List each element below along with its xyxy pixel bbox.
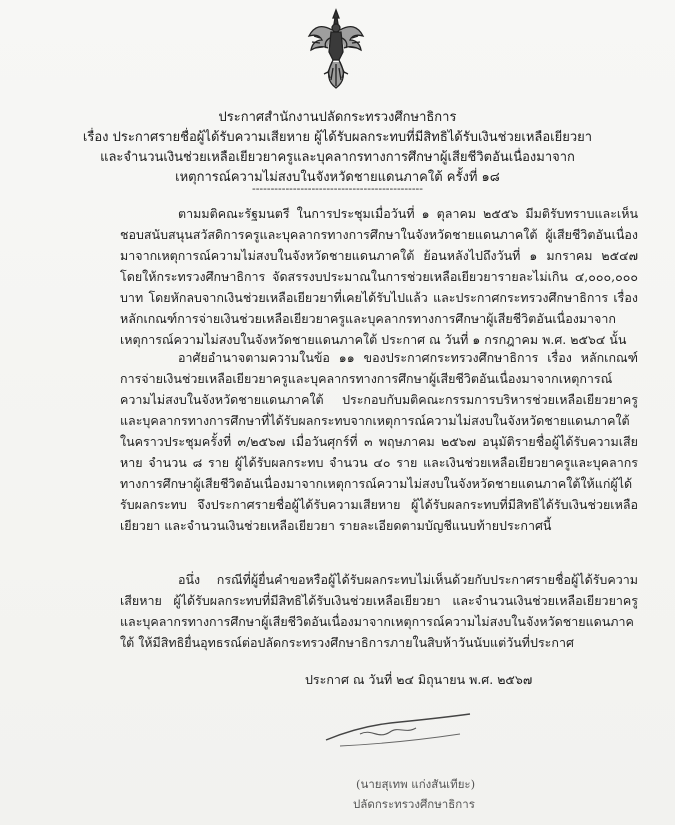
announcement-date: ประกาศ ณ วันที่ ๒๔ มิถุนายน พ.ศ. ๒๕๖๗ [305,672,533,687]
signer-name: (นายสุเทพ แก่งสันเทียะ) [356,777,476,791]
header-divider: ---------------------------------------------- [252,182,423,195]
paragraph-2: อาศัยอำนาจตามความในข้อ ๑๑ ของประกาศกระทรวงศึกษาธิการ เรื่อง หลักเกณฑ์การจ่ายเงินช่วยเหลือเยียวยาครูและบุคลากรทางการศึกษาผู้เสียชีวิตอันเนื่องมาจากเหตุการณ์ความไม่สงบในจังหวัดชายแดนภาคใต้ ประกอบกับมติคณะกรรมการบริหารช่วยเหลือเยียวยาครูและบุคลากรทางการศึกษาที่ได้รับผลกระทบจากเหตุการณ์ความไม่สงบในจังหวัดชายแดนภาคใต้ ในคราวประชุมครั้งที่ ๓/๒๕๖๗ เมื่อวันศุกร์ที่ ๓ พฤษภาคม ๒๕๖๗ อนุมัติรายชื่อผู้ได้รับความเสียหาย จำนวน ๘ ราย ผู้ได้รับผลกระทบ จำนวน ๔๐ ราย และเงินช่วยเหลือเยียวยาครูและบุคลากรทางการศึกษาผู้เสียชีวิตอันเนื่องมาจากเหตุการณ์ความไม่สงบในจังหวัดชายแดนภาคใต้ให้แก่ผู้ได้รับผลกระทบ จึงประกาศรายชื่อผู้ได้รับความเสียหาย ผู้ได้รับผลกระทบที่มีสิทธิได้รับเงินช่วยเหลือเยียวยา และจำนวนเงินช่วยเหลือเยียวยา รายละเอียดตามบัญชีแนบท้ายประกาศนี้ [120,350,638,533]
paragraph-1: ตามมติคณะรัฐมนตรี ในการประชุมเมื่อวันที่ ๑ ตุลาคม ๒๕๕๖ มีมติรับทราบและเห็นชอบสนับสนุนสวัสดิการครูและบุคลากรทางการศึกษาในจังหวัดชายแดนภาคใต้ ผู้เสียชีวิตอันเนื่องมาจากเหตุการณ์ความไม่สงบในจังหวัดชายแดนภาคใต้ ย้อนหลังไปถึงวันที่ ๑ มกราคม ๒๕๔๗ โดยให้กระทรวงศึกษาธิการ จัดสรรงบประมาณในการช่วยเหลือเยียวยารายละไม่เกิน ๔,๐๐๐,๐๐๐ บาท โดยหักลบจากเงินช่วยเหลือเยียวยาที่เคยได้รับไปแล้ว และประกาศกระทรวงศึกษาธิการ เรื่อง หลักเกณฑ์การจ่ายเงินช่วยเหลือเยียวยาครูและบุคลากรทางการศึกษาผู้เสียชีวิตอันเนื่องมาจากเหตุการณ์ความไม่สงบในจังหวัดชายแดนภาคใต้ ประกาศ ณ วันที่ ๑ กรกฎาคม พ.ศ. ๒๕๖๔ นั้น [120,206,638,347]
garuda-emblem-icon [306,8,366,90]
handwritten-signature [320,700,480,760]
announcement-subject: เรื่อง ประกาศรายชื่อผู้ได้รับความเสียหาย ผู้ได้รับผลกระทบที่มีสิทธิได้รับเงินช่วยเหลือเยียวยา [82,130,593,145]
announcement-subject-end: เหตุการณ์ความไม่สงบในจังหวัดชายแดนภาคใต้ ครั้งที่ ๑๘ [175,170,500,185]
announcement-subject-cont: และจำนวนเงินช่วยเหลือเยียวยาครูและบุคลากรทางการศึกษาผู้เสียชีวิตอันเนื่องมาจาก [100,150,575,165]
signer-title: ปลัดกระทรวงศึกษาธิการ [353,797,475,811]
announcement-issuer: ประกาศสำนักงานปลัดกระทรวงศึกษาธิการ [218,110,457,125]
paragraph-3: อนึ่ง กรณีที่ผู้ยื่นคำขอหรือผู้ได้รับผลกระทบไม่เห็นด้วยกับประกาศรายชื่อผู้ได้รับความเสียหาย ผู้ได้รับผลกระทบที่มีสิทธิได้รับเงินช่วยเหลือเยียวยา และจำนวนเงินช่วยเหลือเยียวยาครูและบุคลากรทางการศึกษาผู้เสียชีวิตอันเนื่องมาจากเหตุการณ์ความไม่สงบในจังหวัดชายแดนภาคใต้ ให้มีสิทธิยื่นอุทธรณ์ต่อปลัดกระทรวงศึกษาธิการภายในสิบห้าวันนับแต่วันที่ประกาศ [120,572,638,650]
